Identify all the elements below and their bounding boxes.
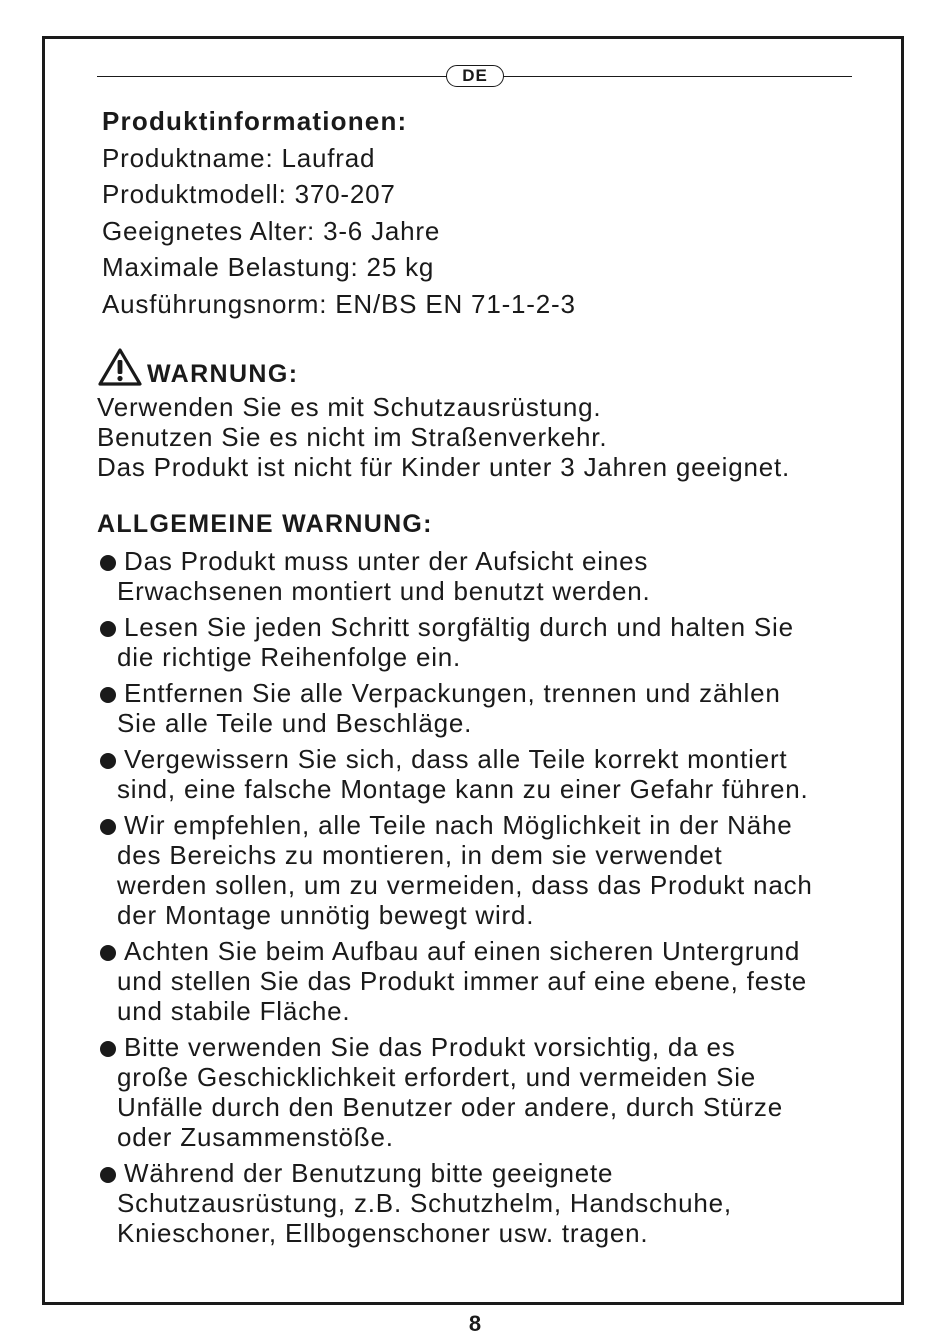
warning-heading: WARNUNG: [147, 360, 299, 388]
list-item-line: Knieschoner, Ellbogenschoner usw. tragen. [117, 1218, 649, 1248]
list-item-line: Erwachsenen montiert und benutzt werden. [117, 576, 651, 606]
bullet-icon [100, 945, 116, 961]
list-item-line: und stabile Fläche. [117, 996, 351, 1026]
warning-heading-row [97, 345, 298, 387]
list-item [100, 612, 870, 672]
general-warning-heading: ALLGEMEINE WARNUNG: [97, 510, 433, 538]
warning-line: Das Produkt ist nicht für Kinder unter 3 Jahren geeignet. [97, 452, 791, 482]
list-item-line: Wir empfehlen, alle Teile nach Möglichkeit in der Nähe [124, 810, 793, 840]
bullet-icon [100, 753, 116, 769]
product-model-line: Produktmodell: 370-207 [102, 179, 396, 209]
bullet-icon [100, 555, 116, 571]
list-item-line: Schutzausrüstung, z.B. Schutzhelm, Handschuhe, [117, 1188, 732, 1218]
warning-section [97, 392, 790, 482]
list-item-line: Bitte verwenden Sie das Produkt vorsichtig, da es [124, 1032, 736, 1062]
list-item-line: werden sollen, um zu vermeiden, dass das Produkt nach [117, 870, 813, 900]
list-item [100, 1032, 870, 1152]
list-item [100, 810, 870, 930]
list-item-line: große Geschicklichkeit erfordert, und vermeiden Sie [117, 1062, 757, 1092]
list-item-line: oder Zusammenstöße. [117, 1122, 394, 1152]
warning-triangle-icon [97, 347, 143, 387]
product-info-heading: Produktinformationen: [102, 106, 408, 136]
bullet-icon [100, 687, 116, 703]
list-item-line: sind, eine falsche Montage kann zu einer Gefahr führen. [117, 774, 809, 804]
bullet-icon [100, 1167, 116, 1183]
list-item-line: der Montage unnötig bewegt wird. [117, 900, 535, 930]
warning-line: Benutzen Sie es nicht im Straßenverkehr. [97, 422, 608, 452]
list-item-line: und stellen Sie das Produkt immer auf eine ebene, feste [117, 966, 808, 996]
list-item [100, 546, 870, 606]
list-item-line: Lesen Sie jeden Schritt sorgfältig durch und halten Sie [124, 612, 794, 642]
list-item-line: Während der Benutzung bitte geeignete [124, 1158, 614, 1188]
product-name-line: Produktname: Laufrad [102, 142, 376, 173]
list-item-line: Unfälle durch den Benutzer oder andere, durch Stürze [117, 1092, 783, 1122]
bullet-icon [100, 621, 116, 637]
suitable-age-line: Geeignetes Alter: 3-6 Jahre [102, 215, 441, 246]
list-item [100, 744, 870, 804]
product-info-section [102, 103, 576, 322]
language-badge: DE [446, 65, 504, 87]
warning-line: Verwenden Sie es mit Schutzausrüstung. [97, 392, 602, 422]
bullet-icon [100, 819, 116, 835]
list-item-line: Vergewissern Sie sich, dass alle Teile korrekt montiert [124, 744, 788, 774]
list-item-line: des Bereichs zu montieren, in dem sie verwendet [117, 840, 723, 870]
list-item-line: Sie alle Teile und Beschläge. [117, 708, 473, 738]
list-item-line: Das Produkt muss unter der Aufsicht eines [124, 546, 649, 576]
list-item [100, 1158, 870, 1248]
general-warning-list [100, 546, 870, 1254]
list-item [100, 678, 870, 738]
list-item-line: Entfernen Sie alle Verpackungen, trennen und zählen [124, 678, 781, 708]
list-item-line: Achten Sie beim Aufbau auf einen sicheren Untergrund [124, 936, 801, 966]
list-item-line: die richtige Reihenfolge ein. [117, 642, 462, 672]
bullet-icon [100, 1041, 116, 1057]
max-load-line: Maximale Belastung: 25 kg [102, 252, 435, 282]
page-number: 8 [468, 1311, 482, 1336]
standard-line: Ausführungsnorm: EN/BS EN 71-1-2-3 [102, 288, 576, 319]
list-item [100, 936, 870, 1026]
